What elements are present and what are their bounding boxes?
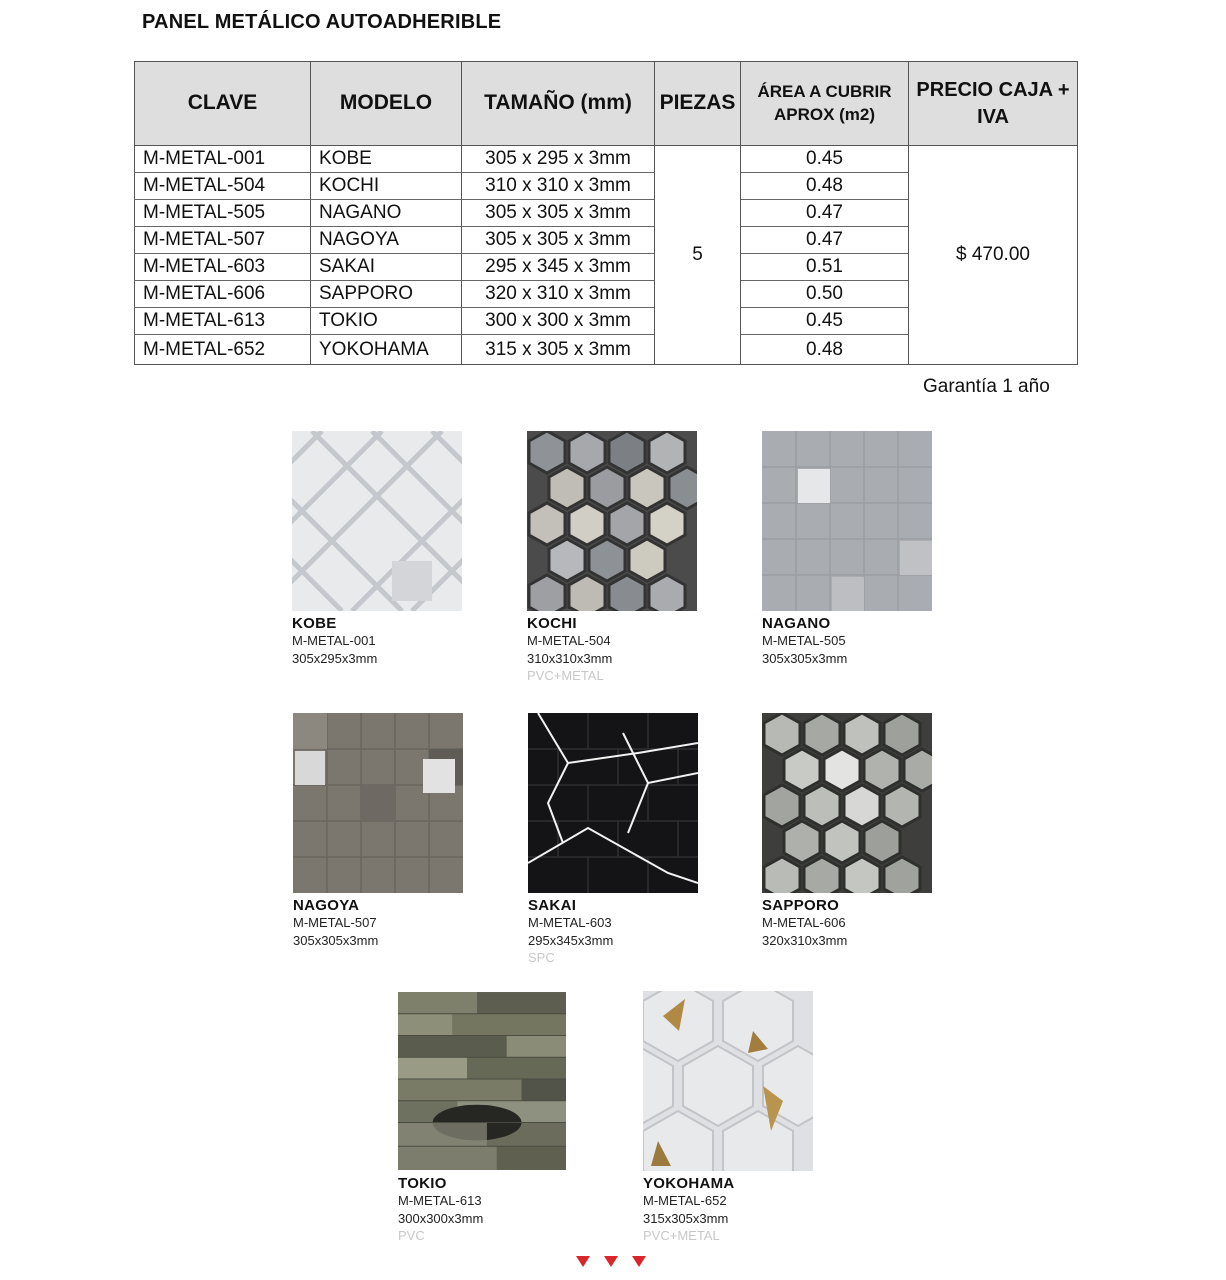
header-modelo: MODELO (311, 62, 462, 146)
product-card-sakai (528, 713, 698, 966)
nagoya-swatch-image (293, 713, 463, 893)
cell-modelo: NAGANO (311, 200, 462, 227)
cell-area: 0.50 (741, 281, 909, 308)
table-header-row (135, 62, 1078, 146)
cell-tamano: 320 x 310 x 3mm (462, 281, 655, 308)
cell-modelo: YOKOHAMA (311, 335, 462, 365)
cell-clave: M-METAL-001 (135, 146, 311, 173)
product-code: M-METAL-606 (762, 915, 846, 930)
header-piezas: PIEZAS (655, 62, 741, 146)
cell-modelo: SAKAI (311, 254, 462, 281)
cell-tamano: 305 x 295 x 3mm (462, 146, 655, 173)
cell-clave: M-METAL-505 (135, 200, 311, 227)
product-name: NAGOYA (293, 897, 360, 914)
product-material: PVC (398, 1228, 425, 1243)
product-size: 300x300x3mm (398, 1211, 484, 1226)
cell-area: 0.48 (741, 335, 909, 365)
product-size: 295x345x3mm (528, 933, 614, 948)
nagano-swatch-image (762, 431, 932, 611)
down-arrow-icon (632, 1256, 646, 1267)
cell-modelo: TOKIO (311, 308, 462, 335)
sapporo-swatch-image (762, 713, 932, 893)
cell-tamano: 305 x 305 x 3mm (462, 200, 655, 227)
cell-clave: M-METAL-606 (135, 281, 311, 308)
cell-clave: M-METAL-613 (135, 308, 311, 335)
cell-area: 0.45 (741, 308, 909, 335)
tokio-swatch-image (398, 991, 566, 1171)
product-code: M-METAL-507 (293, 915, 377, 930)
product-code: M-METAL-504 (527, 633, 611, 648)
cell-tamano: 315 x 305 x 3mm (462, 335, 655, 365)
header-precio-line2: IVA (977, 105, 1009, 128)
header-tamano: TAMAÑO (mm) (462, 62, 655, 146)
yokohama-swatch-image (643, 991, 813, 1171)
cell-modelo: SAPPORO (311, 281, 462, 308)
product-size: 305x295x3mm (292, 651, 378, 666)
cell-clave: M-METAL-504 (135, 173, 311, 200)
cell-area: 0.47 (741, 200, 909, 227)
product-material: SPC (528, 950, 555, 965)
down-arrow-icon (576, 1256, 590, 1267)
product-size: 305x305x3mm (293, 933, 379, 948)
product-name: YOKOHAMA (643, 1175, 735, 1192)
cell-modelo: KOCHI (311, 173, 462, 200)
product-name: KOCHI (527, 615, 577, 632)
product-card-kochi (527, 431, 697, 684)
down-arrow-icon (604, 1256, 618, 1267)
cell-area: 0.48 (741, 173, 909, 200)
product-code: M-METAL-001 (292, 633, 376, 648)
header-precio-line1: PRECIO CAJA + (916, 78, 1070, 101)
header-precio (909, 62, 1078, 146)
header-area-line1: ÁREA A CUBRIR (757, 81, 892, 101)
product-table (134, 61, 1078, 365)
cell-clave: M-METAL-507 (135, 227, 311, 254)
cell-tamano: 305 x 305 x 3mm (462, 227, 655, 254)
product-card-nagoya (293, 713, 463, 950)
product-card-nagano (762, 431, 932, 668)
product-code: M-METAL-652 (643, 1193, 727, 1208)
kobe-swatch-image (292, 431, 462, 611)
warranty-note: Garantía 1 año (923, 376, 1050, 397)
product-card-yokohama (643, 991, 813, 1244)
product-code: M-METAL-603 (528, 915, 612, 930)
cell-modelo: KOBE (311, 146, 462, 173)
kochi-swatch-image (527, 431, 697, 611)
product-material: PVC+METAL (527, 668, 604, 683)
product-name: TOKIO (398, 1175, 447, 1192)
product-card-sapporo (762, 713, 932, 950)
cell-modelo: NAGOYA (311, 227, 462, 254)
page-title: PANEL METÁLICO AUTOADHERIBLE (142, 11, 502, 33)
product-code: M-METAL-505 (762, 633, 846, 648)
header-area-line2: APROX (m2) (773, 104, 876, 124)
cell-tamano: 300 x 300 x 3mm (462, 308, 655, 335)
cell-area: 0.51 (741, 254, 909, 281)
cell-area: 0.47 (741, 227, 909, 254)
cell-piezas: 5 (655, 146, 741, 365)
cell-precio: $ 470.00 (909, 146, 1078, 365)
product-card-tokio (398, 991, 566, 1244)
product-material: PVC+METAL (643, 1228, 720, 1243)
down-arrows (576, 1256, 646, 1267)
product-card-kobe (292, 431, 462, 668)
cell-tamano: 310 x 310 x 3mm (462, 173, 655, 200)
cell-clave: M-METAL-603 (135, 254, 311, 281)
table-row (135, 146, 1078, 173)
cell-area: 0.45 (741, 146, 909, 173)
product-size: 320x310x3mm (762, 933, 848, 948)
product-size: 315x305x3mm (643, 1211, 729, 1226)
header-area (741, 62, 909, 146)
product-name: KOBE (292, 615, 337, 632)
product-name: SAPPORO (762, 897, 840, 914)
product-size: 305x305x3mm (762, 651, 848, 666)
product-code: M-METAL-613 (398, 1193, 482, 1208)
sakai-swatch-image (528, 713, 698, 893)
header-clave: CLAVE (135, 62, 311, 146)
product-name: SAKAI (528, 897, 577, 914)
cell-clave: M-METAL-652 (135, 335, 311, 365)
product-name: NAGANO (762, 615, 831, 632)
product-size: 310x310x3mm (527, 651, 613, 666)
cell-tamano: 295 x 345 x 3mm (462, 254, 655, 281)
